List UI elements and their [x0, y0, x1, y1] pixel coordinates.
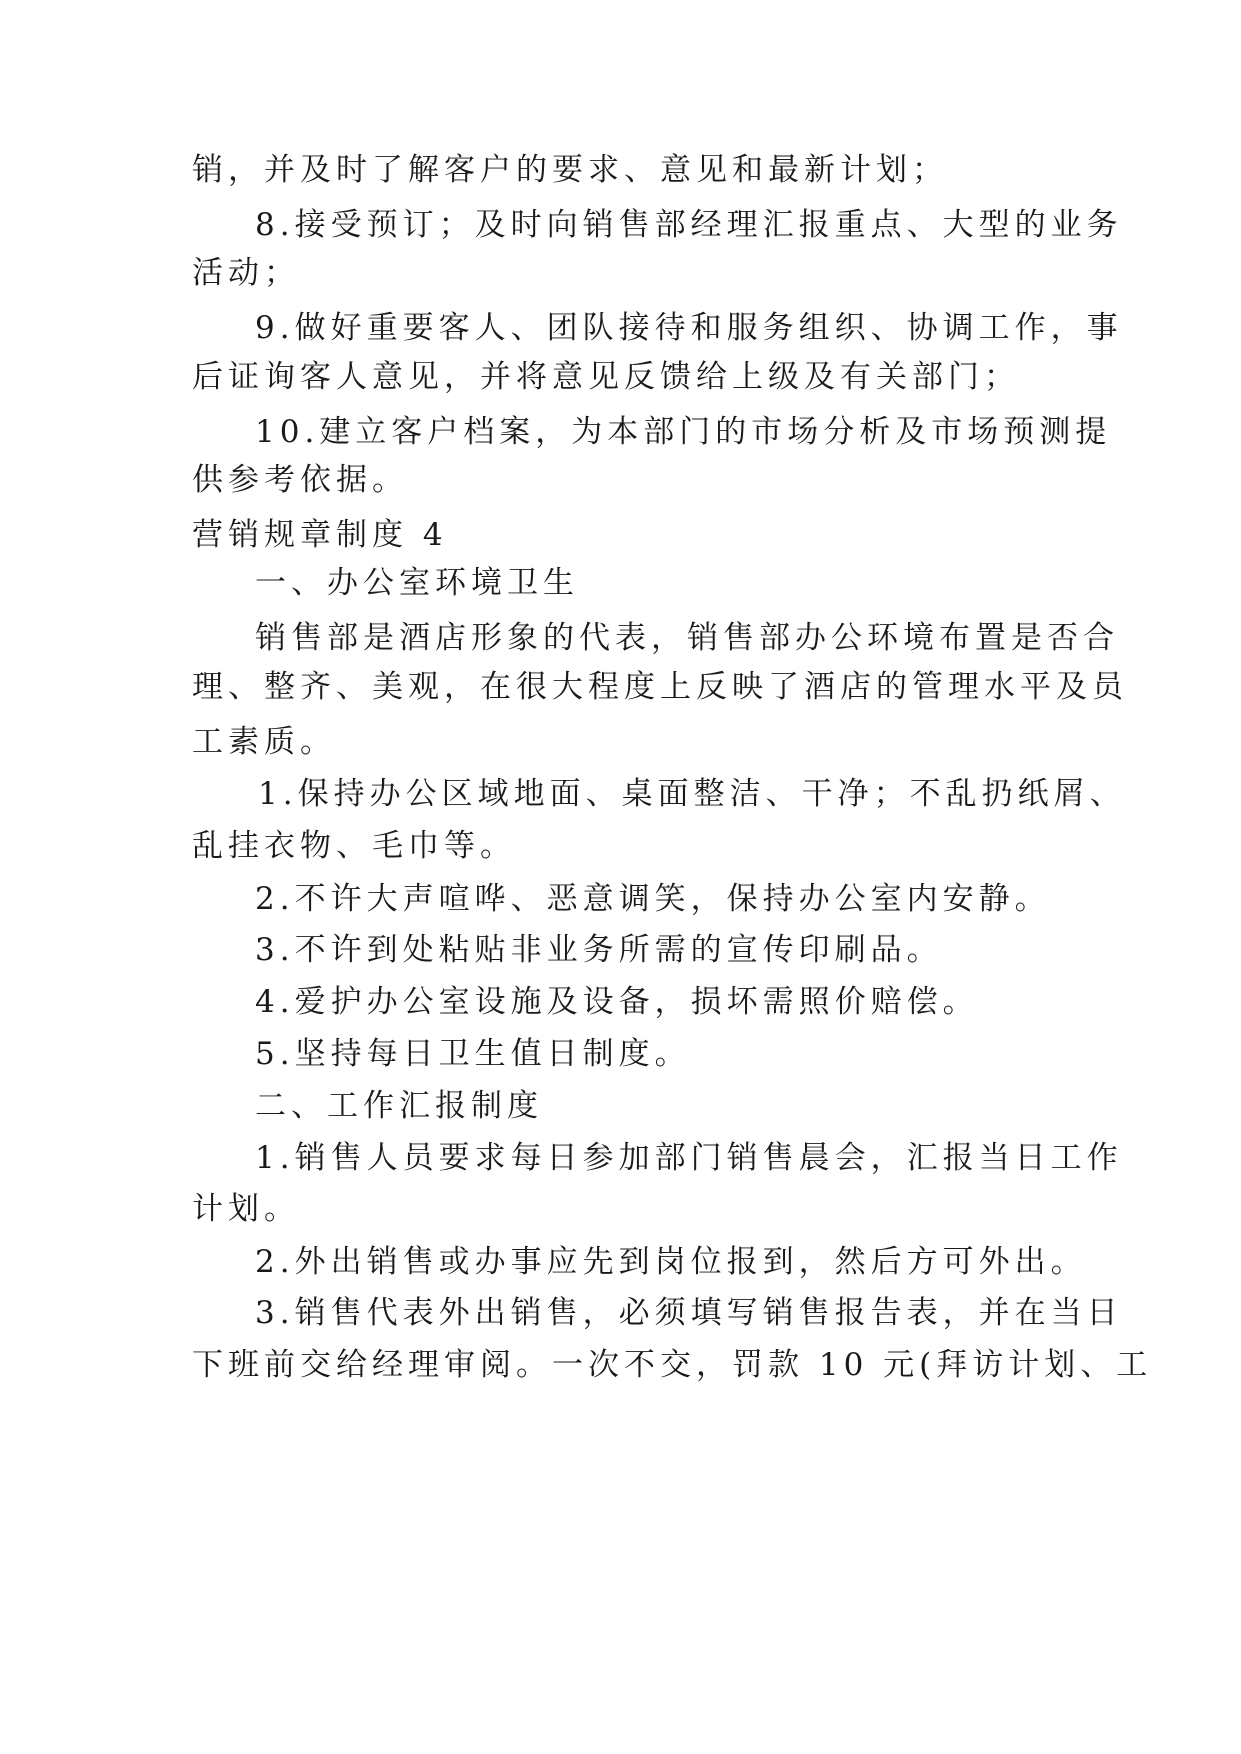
- list-item-8: 8.接受预订；及时向销售部经理汇报重点、大型的业务: [255, 207, 1123, 243]
- list-item: 3.销售代表外出销售，必须填写销售报告表，并在当日: [255, 1295, 1123, 1331]
- list-item: 2.不许大声喧哗、恶意调笑，保持办公室内安静。: [255, 881, 1051, 917]
- list-item-10: 10.建立客户档案，为本部门的市场分析及市场预测提: [255, 414, 1112, 450]
- paragraph-line: 活动；: [192, 255, 300, 291]
- list-item: 2.外出销售或办事应先到岗位报到，然后方可外出。: [255, 1244, 1087, 1280]
- paragraph-line: 乱挂衣物、毛巾等。: [192, 828, 516, 864]
- list-item: 4.爱护办公室设施及设备，损坏需照价赔偿。: [255, 984, 979, 1020]
- list-item: 3.不许到处粘贴非业务所需的宣传印刷品。: [255, 932, 943, 968]
- subsection-heading: 二、工作汇报制度: [255, 1088, 543, 1124]
- paragraph-line: 销，并及时了解客户的要求、意见和最新计划；: [192, 152, 948, 188]
- paragraph-line: 后证询客人意见，并将意见反馈给上级及有关部门；: [192, 359, 1020, 395]
- list-item: 5.坚持每日卫生值日制度。: [255, 1036, 691, 1072]
- subsection-heading: 一、办公室环境卫生: [255, 565, 579, 601]
- list-item: 1.保持办公区域地面、桌面整洁、干净；不乱扔纸屑、: [258, 776, 1126, 812]
- list-item: 1.销售人员要求每日参加部门销售晨会，汇报当日工作: [255, 1140, 1123, 1176]
- list-item-9: 9.做好重要客人、团队接待和服务组织、协调工作，事: [255, 310, 1123, 346]
- paragraph-line: 供参考依据。: [192, 462, 408, 498]
- paragraph-line: 工素质。: [192, 724, 336, 760]
- paragraph-line: 理、整齐、美观，在很大程度上反映了酒店的管理水平及员: [192, 669, 1128, 705]
- paragraph-line: 下班前交给经理审阅。一次不交，罚款 10 元(拜访计划、工: [192, 1347, 1153, 1383]
- section-heading: 营销规章制度 4: [192, 517, 448, 553]
- paragraph-line: 销售部是酒店形象的代表，销售部办公环境布置是否合: [255, 620, 1119, 656]
- paragraph-line: 计划。: [192, 1191, 300, 1227]
